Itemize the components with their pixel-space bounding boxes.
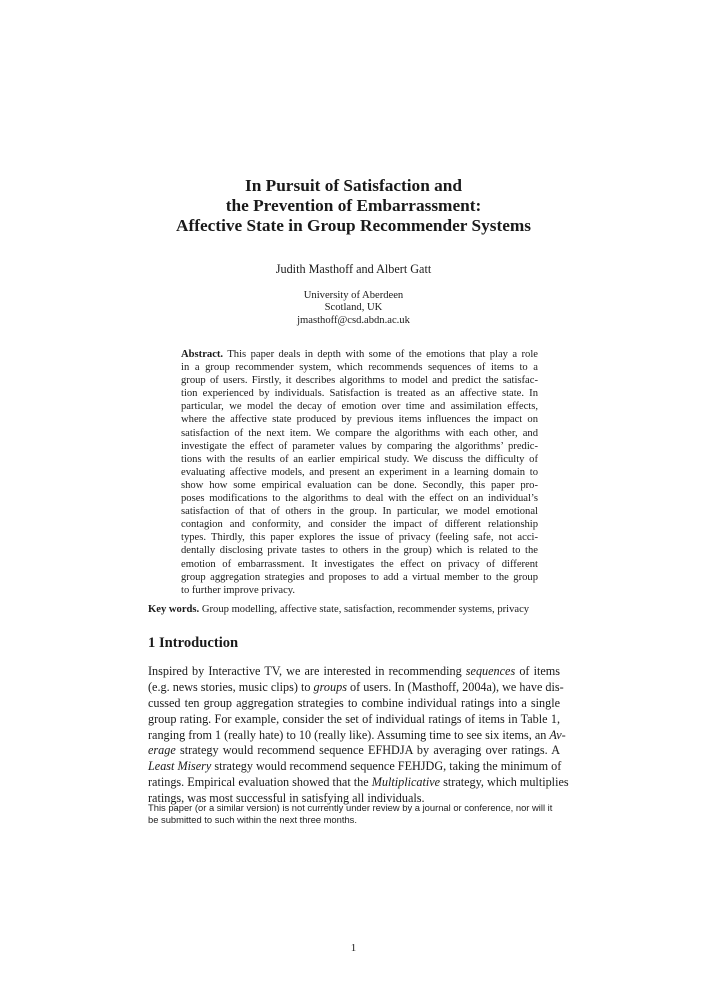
- abstract-line: types. Thirdly, this paper explores the issue of privacy (feeling safe, not acci-: [181, 532, 538, 544]
- paper-title: [0, 176, 707, 236]
- intro-line: cussed ten group aggregation strategies to combine individual ratings into a single: [148, 695, 560, 710]
- abstract-line: emotion of embarrassment. It investigates the effect on privacy of different: [181, 558, 538, 570]
- intro-line: ratings, was most successful in satisfying all individuals.: [148, 791, 425, 806]
- keywords: [148, 603, 568, 616]
- location: Scotland, UK: [324, 302, 383, 314]
- abstract-label: Abstract.: [181, 349, 224, 360]
- intro-line: group rating. For example, consider the set of individual ratings of items in Table 1,: [148, 711, 560, 726]
- abstract-line: dentally disclosing private tastes to others in the group) which is related to the: [181, 545, 538, 557]
- section-number: 1: [148, 635, 156, 651]
- abstract-line: Abstract. This paper deals in depth with some of the emotions that play a role: [181, 349, 538, 360]
- abstract-line: investigate the effect of parameter values by comparing the algorithms’ predic-: [181, 440, 538, 452]
- title-line-1: In Pursuit of Satisfaction and: [244, 176, 462, 195]
- intro-line: ranging from 1 (really hate) to 10 (really like). Assuming time to see six items, an Av-: [148, 727, 566, 742]
- intro-line: Inspired by Interactive TV, we are interested in recommending sequences of items: [148, 664, 560, 678]
- abstract-line: group of users. Firstly, it describes algorithms to model and predict the satisfac-: [181, 375, 538, 387]
- affiliation: [0, 290, 707, 327]
- abstract-line: satisfaction of that of others in the group. In particular, we model emotional: [181, 506, 538, 518]
- abstract-line: where the affective state produced by previous items influences the impact on: [181, 414, 538, 426]
- abstract-line: in a group recommender system, which recommends sequences of items to a: [181, 362, 538, 374]
- abstract-line: evaluating affective models, and present an experiment in a learning domain to: [181, 466, 538, 478]
- abstract-line: particular, we model the decay of emotion over time and assimilation effects,: [181, 401, 538, 413]
- abstract: [181, 348, 538, 597]
- footnote-line: This paper (or a similar version) is not currently under review by a journal or conference, nor will it: [148, 802, 553, 813]
- institution: University of Aberdeen: [303, 290, 404, 301]
- abstract-line: show how some empirical evaluation can be done. Secondly, this paper pro-: [181, 479, 538, 491]
- email: jmasthoff@csd.abdn.ac.uk: [297, 314, 410, 326]
- section-title: Introduction: [158, 635, 239, 651]
- title-line-3: Affective State in Group Recommender Systems: [176, 216, 531, 235]
- page-number: 1: [350, 942, 357, 954]
- intro-line: erage strategy would recommend sequence EFHDJA by averaging over ratings. A: [148, 743, 560, 758]
- keywords-text: Group modelling, affective state, satisfaction, recommender systems, privacy: [199, 604, 530, 615]
- abstract-line: group aggregation strategies and proposes to add a virtual member to the group: [181, 571, 538, 583]
- abstract-line: contagion and conformity, and consider the impact of different relationship: [181, 519, 538, 531]
- keywords-label: Key words.: [148, 604, 200, 615]
- abstract-line: tions with the results of an earlier empirical study. We discuss the difficulty of: [181, 453, 538, 465]
- footnote-line: be submitted to such within the next three months.: [148, 814, 357, 825]
- introduction-paragraph: [148, 664, 569, 807]
- intro-line: (e.g. news stories, music clips) to groups of users. In (Masthoff, 2004a), we have dis-: [148, 679, 564, 694]
- intro-line: ratings. Empirical evaluation showed that the Multiplicative strategy, which multiplies: [148, 775, 569, 790]
- review-footnote: [148, 802, 568, 826]
- authors: Judith Masthoff and Albert Gatt: [275, 262, 432, 276]
- section-heading: [148, 634, 238, 652]
- abstract-line: poses modifications to the algorithms to deal with the effect on an individual’s: [181, 493, 538, 505]
- title-line-2: the Prevention of Embarrassment:: [225, 196, 482, 215]
- abstract-line: to further improve privacy.: [181, 584, 296, 596]
- abstract-line: tion experienced by individuals. Satisfaction is treated as an affective state. In: [181, 388, 538, 400]
- abstract-line: satisfaction of the next item. We compare the algorithms with each other, and: [181, 427, 538, 439]
- intro-line: Least Misery strategy would recommend sequence FEHJDG, taking the minimum of: [148, 759, 562, 774]
